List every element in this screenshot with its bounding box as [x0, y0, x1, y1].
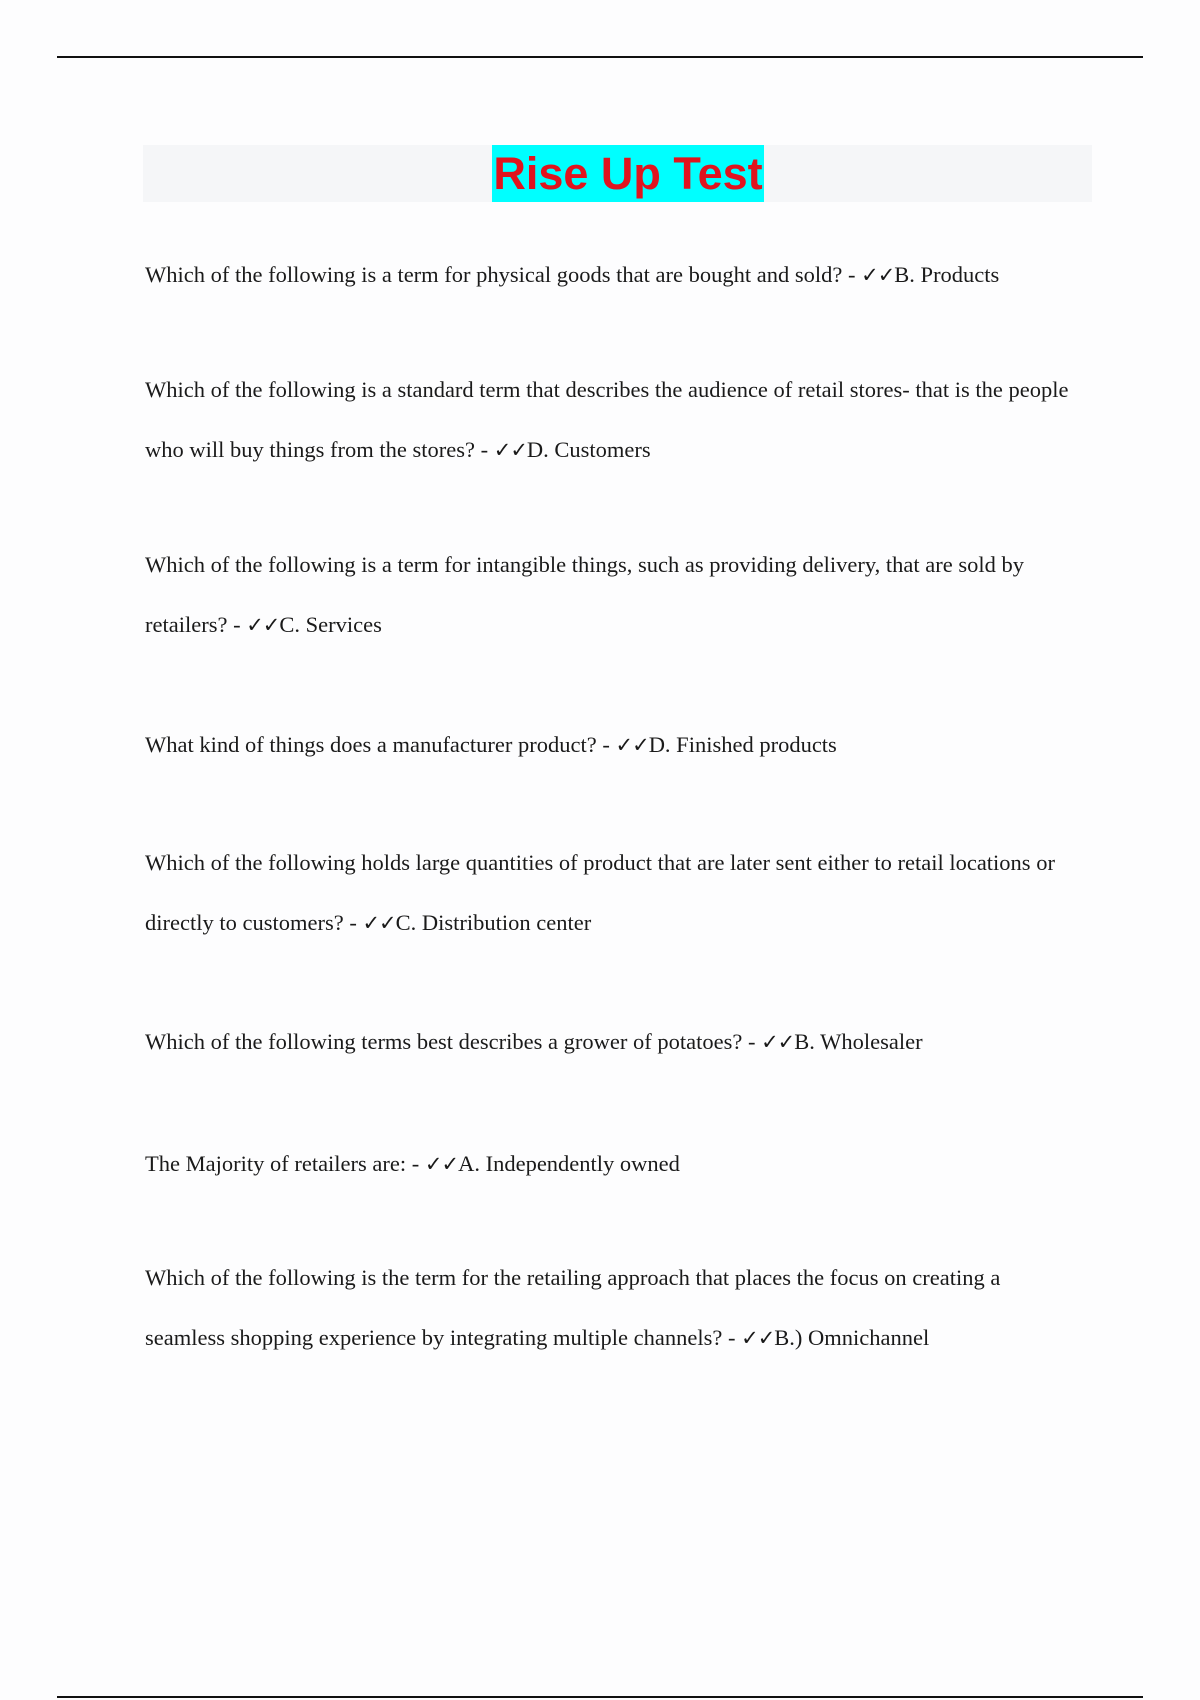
qa-item: [145, 1012, 1085, 1072]
qa-item: [145, 535, 1085, 655]
double-check-icon: ✓✓: [741, 1326, 775, 1350]
double-check-icon: ✓✓: [761, 1030, 795, 1054]
separator: -: [411, 1151, 420, 1176]
answer-text: C. Distribution center: [395, 910, 592, 935]
separator: -: [349, 910, 357, 935]
qa-item: [145, 1134, 1085, 1194]
separator: -: [602, 732, 610, 757]
double-check-icon: ✓✓: [615, 733, 649, 757]
question-text: Which of the following is a standard term that describes the audience of retail stores- that is the people who will buy things from the stores?: [145, 377, 1069, 462]
document-title: Rise Up Test: [492, 145, 763, 202]
answer-text: B.) Omnichannel: [774, 1325, 930, 1350]
answer-text: A. Independently owned: [458, 1151, 680, 1176]
question-text: What kind of things does a manufacturer product?: [145, 732, 597, 757]
qa-item: [145, 833, 1085, 953]
qa-item: [145, 245, 1085, 305]
answer-text: B. Products: [894, 262, 1000, 287]
answer-text: B. Wholesaler: [794, 1029, 923, 1054]
double-check-icon: ✓✓: [493, 438, 527, 462]
double-check-icon: ✓✓: [362, 911, 396, 935]
question-text: Which of the following is a term for physical goods that are bought and sold?: [145, 262, 843, 287]
separator: -: [747, 1029, 756, 1054]
answer-text: D. Finished products: [648, 732, 837, 757]
separator: -: [847, 262, 856, 287]
answer-text: C. Services: [279, 612, 382, 637]
bottom-rule: [57, 1696, 1143, 1698]
separator: -: [233, 612, 241, 637]
qa-item: [145, 715, 1085, 775]
double-check-icon: ✓✓: [861, 263, 895, 287]
title-band: [143, 145, 1092, 202]
double-check-icon: ✓✓: [246, 613, 280, 637]
question-text: The Majority of retailers are:: [145, 1151, 407, 1176]
question-text: Which of the following is a term for intangible things, such as providing delivery, that are sold by retailers?: [145, 552, 1024, 637]
qa-item: [145, 360, 1085, 480]
separator: -: [727, 1325, 736, 1350]
separator: -: [480, 437, 489, 462]
question-text: Which of the following terms best describes a grower of potatoes?: [145, 1029, 743, 1054]
qa-item: [145, 1248, 1085, 1368]
top-rule: [57, 56, 1143, 58]
question-text: Which of the following is the term for the retailing approach that places the focus on creating a seamless shopping experience by integrating multiple channels?: [145, 1265, 1001, 1350]
double-check-icon: ✓✓: [424, 1152, 459, 1176]
answer-text: D. Customers: [526, 437, 651, 462]
question-text: Which of the following holds large quantities of product that are later sent either to retail locations or directly to customers?: [145, 850, 1055, 935]
